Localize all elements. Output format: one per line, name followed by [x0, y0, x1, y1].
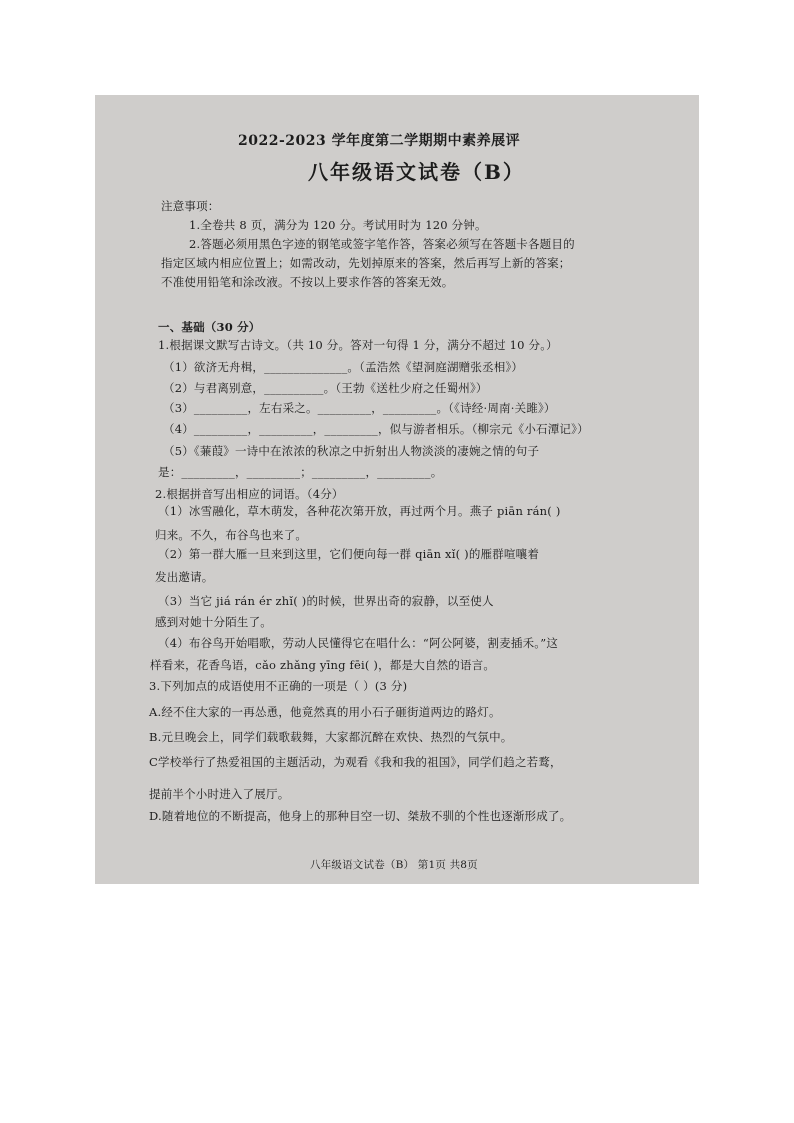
q3-option-b: B.元旦晚会上，同学们载歌载舞，大家都沉醉在欢快、热烈的气氛中。 [149, 730, 513, 744]
q1-item-3: （3）_________，左右采之。_________，_________。（《诗经·周南·关雎》） [163, 401, 556, 415]
q1-item-5b: 是：_________，_________；_________，_________。 [158, 465, 443, 479]
q2-part-2a: （2）第一群大雁一旦来到这里，它们便向每一群 qiān xǐ( )的雁群喧嚷着 [158, 547, 540, 561]
q2-part-3b: 感到对她十分陌生了。 [155, 615, 272, 629]
q3-option-c-line1: C学校举行了热爱祖国的主题活动，为观看《我和我的祖国》，同学们趋之若鹜， [149, 755, 562, 769]
notice-line-3: 指定区域内相应位置上；如需改动，先划掉原来的答案，然后再写上新的答案； [161, 256, 571, 270]
notice-line-4: 不准使用铅笔和涂改液。不按以上要求作答的答案无效。 [161, 275, 454, 289]
q3-stem: 3.下列加点的成语使用不正确的一项是（ ）(3 分) [149, 679, 408, 693]
q1-item-4: （4）_________，_________，_________，似与游者相乐。（柳宗元《小石潭记》） [163, 422, 589, 436]
q1-item-5a: （5）《蒹葭》一诗中在浓浓的秋凉之中折射出人物淡淡的凄婉之情的句子 [163, 444, 540, 458]
q2-stem: 2.根据拼音写出相应的词语。（4分） [155, 487, 344, 501]
q1-item-2: （2）与君离别意，__________。（王勃《送杜少府之任蜀州》） [163, 381, 488, 395]
q2-part-1a: （1）冰雪融化，草木萌发，各种花次第开放，再过两个月。燕子 piān rán( ) [158, 504, 561, 518]
exam-title-line2: 八年级语文试卷（B） [308, 160, 525, 184]
q2-part-4b: 样看来，花香鸟语，cǎo zhǎng yīng fēi( )，都是大自然的语言。 [150, 658, 496, 672]
q1-item-1: （1）欲济无舟楫，______________。（孟浩然《望洞庭湖赠张丞相》） [163, 360, 524, 374]
section1-heading: 一、基础（30 分） [158, 320, 261, 334]
q2-part-2b: 发出邀请。 [155, 570, 214, 584]
notice-line-1: 1.全卷共 8 页，满分为 120 分。考试用时为 120 分钟。 [189, 218, 487, 232]
notice-line-2: 2.答题必须用黑色字迹的钢笔或签字笔作答，答案必须写在答题卡各题目的 [189, 237, 575, 251]
q1-stem: 1.根据课文默写古诗文。（共 10 分。答对一句得 1 分，满分不超过 10 分。） [158, 338, 558, 352]
q3-option-d: D.随着地位的不断提高，他身上的那种目空一切、桀敖不驯的个性也逐渐形成了。 [149, 809, 572, 823]
q2-part-3a: （3）当它 jiá rán ér zhǐ( )的时候，世界出奇的寂静，以至使人 [158, 594, 494, 608]
q2-part-1b: 归来。不久，布谷鸟也来了。 [155, 528, 308, 542]
exam-title-line1: 2022-2023 学年度第二学期期中素养展评 [238, 133, 521, 149]
notice-heading: 注意事项： [161, 199, 220, 213]
q3-option-a: A.经不住大家的一再怂恿，他竟然真的用小石子砸街道两边的路灯。 [149, 705, 501, 719]
q2-part-4a: （4）布谷鸟开始唱歌，劳动人民懂得它在唱什么：“阿公阿婆，割麦插禾。”这 [158, 636, 559, 650]
page-footer: 八年级语文试卷（B） 第1页 共8页 [310, 859, 478, 871]
q3-option-c-line2: 提前半个小时进入了展厅。 [149, 787, 290, 801]
